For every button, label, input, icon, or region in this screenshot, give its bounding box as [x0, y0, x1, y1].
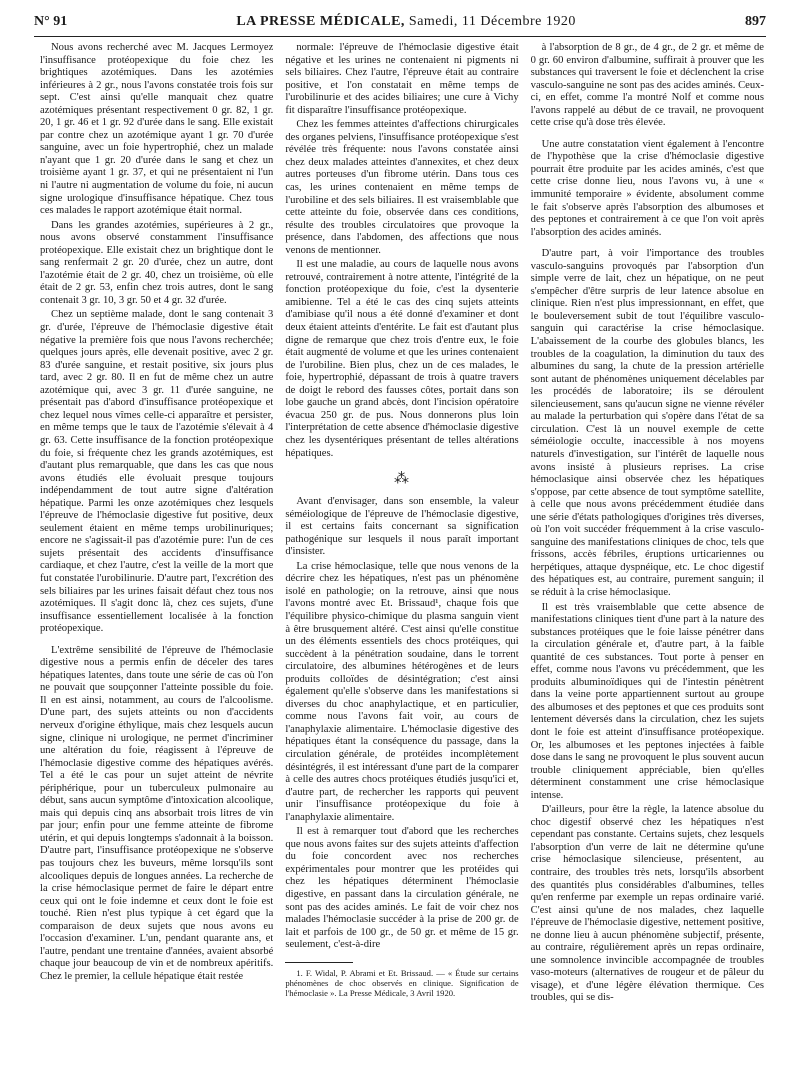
page-number: 897 [745, 14, 766, 29]
paragraph: Chez un septième malade, dont le sang contenait 3 gr. d'urée, l'épreuve de l'hémoclasie digestive était négative la première fois que nous l'avons recherchée; quelques jours après, elle devenait positive, avec 2 gr. 83 d'urée sanguine, et restait positive, six jours plus tard, avec 2 gr. 80. Il en fut de même chez un autre azotémique qui, avec 3 gr. 11 d'urée sanguine, ne présentait pas d'abord d'insuffisance protéopexique et chez lequel nous vîmes celle-ci apparaître et persister, en même temps que le taux de l'azotémie s'élevait à 4 gr. 63. Cette insuffisance de la fonction protéopexique du foie, si fréquente chez les grands azotémiques, est d'autant plus remarquable, que dans les cas que nous avons étudiés elle évoluait presque toujours indépendamment de tout autre signe d'altération hépatique. Parmi les onze azotémiques chez lesquels l'épreuve de l'hémoclasie digestive fut positive, deux seulement étaient en même temps urobilinuriques; encore ne s'agissait-il pas d'azotémie pure: l'un de ces sujets présentait des accidents d'insuffisance cardiaque, et chez l'autre, c'est la veille de la mort que fut constatée l'urobilinurie. D'autre part, l'excrétion des sels biliaires par les urines faisait défaut chez tous nos azotémiques. Il s'agit donc là, chez ces sujets, d'une insuffisance essentiellement localisée à la fonction protéopexique. [40, 309, 274, 635]
paragraph: Il est à remarquer tout d'abord que les recherches que nous avons faites sur des sujets atteints d'affection du foie concordent avec nos recherches expérimentales pour montrer que les protéides qui chez les hépatiques déterminent l'hémoclasie digestive, en passant dans la circulation générale, ne sont pas des acides aminés. Le fait de voir chez nos malades l'hémoclasie succéder à la prise de 200 gr. de lait et parfois de 100 gr., de 50 gr. et même de 15 gr. seulement, c'est-à-dire [285, 826, 519, 951]
paragraph: Il est une maladie, au cours de laquelle nous avons retrouvé, contrairement à notre attente, l'intégrité de la fonction protéopexique du foie, c'est la dysenterie amibienne. Tel a été le cas des cinq sujets atteints d'amibiase qu'il nous a été donné d'examiner et dont deux étaient atteints d'entérite. Le fait est d'autant plus digne de remarque que chez trois d'entre eux, le foie était augmenté de volume et que les urines contenaient de l'urobiline. Bien plus, chez un de ces malades, le foie, hypertrophié, dépassant de trois à quatre travers de doigt le rebord des fausses côtes, portait dans son lobe gauche un grand abcès, dont l'incision opératoire évacua 250 gr. de pus. Nous donnerons plus loin l'interprétation de cette absence d'hémoclasie digestive chez les dysentériques présentant de telles altérations hépatiques. [285, 259, 519, 459]
paragraph: D'ailleurs, pour être la règle, la latence absolue du choc digestif observé chez les hépatiques n'est cependant pas constante. Certains sujets, chez lesquels l'absorption d'un verre de lait ne détermine qu'une crise hémoclasique silencieuse, présentent, au contraire, des troubles très nets, lorsqu'ils absorbent des quantités plus considérables d'albumines, telles qu'en renferme par exemple un repas ordinaire varié. C'est ainsi qu'une de nos malades, chez laquelle l'épreuve de l'hémoclasie digestive, nettement positive, ne donne lieu à aucun phénomène subjectif, présente, au contraire, régulièrement après un repas ordinaire, une somnolence invincible accompagnée de troubles vaso-moteurs (alternatives de rougeur et de pâleur du visage), et d'une légère élévation thermique. Ces troubles, qui se dis- [530, 804, 764, 1004]
journal-title: LA PRESSE MÉDICALE, [236, 14, 405, 29]
paragraph: Dans les grandes azotémies, supérieures à 2 gr., nous avons observé constamment l'insuffisance protéopexique. Elle existait chez un brightique dont le sang renfermait 2 gr. 20 d'urée, chez un autre, dont l'azotémie était de 2 gr. 40, chez un troisième, où elle était de 2 gr. 53, enfin chez trois autres, dont le sang contenait 3 gr. 10, 3 gr. 50 et 4 gr. 32 d'urée. [40, 219, 274, 306]
column-2 [285, 42, 518, 1070]
paragraph: Avant d'envisager, dans son ensemble, la valeur séméiologique de l'épreuve de l'hémoclasie digestive, il est certains faits concernant sa signification pathogénique sur lesquels il nous paraît important d'insister. [285, 496, 519, 558]
paragraph: à l'absorption de 8 gr., de 4 gr., de 2 gr. et même de 0 gr. 60 environ d'albumine, suffirait à prouver que les substances qui traversent le foie et déclenchent la crise vasculo-sanguine ne sont pas des acides aminés. Ceux-ci, en effet, comme l'a montré Nolf et comme nous l'avons rappelé au début de ce travail, ne provoquent cette crise qu'à dose très élevée. [530, 42, 764, 129]
paragraph: Une autre constatation vient également à l'encontre de l'hypothèse que la crise d'hémoclasie digestive pourrait être produite par les acides aminés, c'est que cette crise donne lieu, nous l'avons vu, à une « immunité temporaire » évidente, absolument comme le fait s'observe après l'absorption des albumoses et des peptones et contrairement à ce que l'on voit après l'absorption des acides aminés. [530, 138, 764, 238]
paragraph: L'extrême sensibilité de l'épreuve de l'hémoclasie digestive nous a permis enfin de déceler des tares hépatiques latentes, dans toute une série de cas où l'on ne pouvait que soupçonner l'atteinte possible du foie. Il en est ainsi, notamment, au cours de l'alcoolisme. D'une part, des sujets atteints ou non d'accidents nerveux d'origine éthylique, mais chez lesquels aucun signe, clinique ni urologique, ne permet d'incriminer une altération du foie, réagissent à l'épreuve de l'hémoclasie digestive comme des hépatiques avérés. Tel a été le cas pour un sujet atteint de névrite périphérique, pour un tuberculeux pulmonaire au début, sans aucun symptôme d'intoxication alcoolique, mais qui depuis cinq ans absorbait trois litres de vin par jour; enfin pour une femme atteinte de fibrome utérin, et qui depuis longtemps s'adonnait à la boisson. D'autre part, l'insuffisance protéopexique ne s'observe pas toujours chez les buveurs, même lorsqu'ils sont alcooliques depuis de longues années. La recherche de la crise hémoclasique permet de faire le départ entre ceux qui ont le foie indemne et ceux dont le foie est touché. Rien n'est plus typique à cet égard que la comparaison de deux sujets que nous avons eu l'occasion d'examiner. L'un, pendant quarante ans, et l'autre, pendant une trentaine d'années, avaient absorbé chaque jour beaucoup de vin et de nombreux apéritifs. Chez le premier, la cellule hépatique était restée [40, 644, 274, 982]
paragraph: Il est très vraisemblable que cette absence de manifestations cliniques tient d'une part à la nature des substances protéiques que le foie laisse pénétrer dans la circulation générale et, d'autre part, à la faible quantité de ces substances. Tout porte à penser en effet, comme nous l'avons vu précédemment, que les produits albuminoïdiques qui de l'intestin pénètrent dans la veine porte appartiennent surtout au groupe des albumoses et des peptones et que ces produits sont lentement déversés dans la circulation, chez les sujets dont le foie est atteint d'insuffisance protéopexique. Or, les albumoses et les peptones injectées à faible dose dans le sang ne provoquent le plus souvent aucun trouble cliniquement appréciable, bien qu'elles déterminent constamment une crise hémoclasique intense. [530, 601, 764, 801]
issue-number: N° 91 [34, 14, 68, 29]
column-3 [531, 42, 764, 1070]
paragraph: Chez les femmes atteintes d'affections chirurgicales des organes pelviens, l'insuffisance protéopexique s'est révélée très fréquente: nous l'avons constatée ainsi chez deux malades atteintes d'annexites, et chez deux autres porteuses d'un fibrome utérin. Dans tous ces cas, les urines contenaient en même temps de l'urobiline et des sels biliaires. Il est vraisemblable que cette atteinte du foie, observée dans ces conditions, résulte des troubles circulatoires que provoque la présence, dans l'abdomen, des affections que nous venons de mentionner. [285, 119, 519, 256]
masthead [236, 14, 576, 30]
footnote: 1. F. Widal, P. Abrami et Et. Brissaud. — « Étude sur certains phénomènes de choc observés en clinique. Signification de l'hémoclasie ». La Presse Médicale, 3 Avril 1920. [285, 967, 519, 999]
page-header [34, 10, 766, 34]
paragraph: Nous avons recherché avec M. Jacques Lermoyez l'insuffisance protéopexique du foie chez les brightiques azotémiques. Dans les azotémies inférieures à 2 gr., nous l'avons constatée trois fois sur sept. C'est ainsi qu'elle manquait chez quatre azotémiques présentant respectivement 0 gr. 82, 1 gr. 20, 1 gr. 46 et 1 gr. 92 d'urée dans le sang. Elle existait par contre chez un azotémique ayant 1 gr. 70 d'urée sanguine, avec un foie hypertrophié, chez un malade n'ayant que 1 gr. 20 d'urée dans le sang et chez un troisième ayant 1 gr. 37, et qui ne présentaient ni l'un ni l'autre ni augmentation de volume du foie, ni aucun signe urologique d'insuffisance hépatique. Chez tous ces malades le rapport azotémique était normal. [40, 42, 274, 217]
issue-date: Samedi, 11 Décembre 1920 [408, 14, 576, 29]
article-body [40, 42, 764, 1070]
footnote-separator [285, 962, 353, 963]
section-asterism: ⁂ [393, 471, 410, 488]
paragraph: La crise hémoclasique, telle que nous venons de la décrire chez les hépatiques, n'est pas un phénomène isolé en pathologie; on la retrouve, ainsi que nous l'avons montré avec Et. Brissaud¹, chaque fois que l'équilibre physico-chimique du plasma sanguin vient à être brusquement altéré. C'est ainsi qu'elle constitue un des éléments essentiels des chocs protéiques, qui succèdent à la pénétration soudaine, dans le torrent circulatoire, des albumines hétérogènes et de leurs produits colloïdes de désintégration; c'est ainsi également qu'elle s'observe dans les manifestations si diverses du choc anaphylactique, et en particulier, comme nous l'avons fait voir, au cours de l'anaphylaxie alimentaire. L'hémoclasie digestive des hépatiques étant la conséquence du passage, dans la circulation générale, de protéides incomplètement désintégrés, il est intéressant d'une part de la comparer à celle des autres chocs protéiques étudiés jusqu'ici et, d'autre part, de rechercher les rapports qui peuvent unir l'insuffisance protéopexique du foie à l'anaphylaxie alimentaire. [285, 560, 519, 823]
column-1 [40, 42, 273, 1070]
paragraph: normale: l'épreuve de l'hémoclasie digestive était négative et les urines ne contenaient ni pigments ni sels biliaires. Chez l'autre, l'épreuve était au contraire positive, et l'on constatait en même temps de l'urobilinurie et des acides biliaires; une cure à Vichy fit disparaître l'insuffisance protéopexique. [285, 42, 519, 116]
paragraph: D'autre part, à voir l'importance des troubles vasculo-sanguins provoqués par l'absorption d'un simple verre de lait, chez un hépatique, on ne peut s'empêcher d'être surpris de leur latence absolue en clinique. Rien n'est plus impressionnant, en effet, que le bouleversement subit de tout l'équilibre vasculo-sanguin qui caractérise la crise hémoclasique. L'abaissement de la courbe des globules blancs, les troubles de la coagulation, la diminution du taux des albumines du sang, la chute de la pression artérielle sont autant de phénomènes uniquement décelables par les procédés de laboratoire; ils se déroulent silencieusement, sans qu'aucun signe ne vienne révéler au malade la perturbation qui s'opère dans l'état de sa circulation. C'est là un nouvel exemple de cette séméiologie occulte, inaccessible à nos moyens naturels d'investigation, sur l'intérêt de laquelle nous avons insisté à plusieurs reprises. La crise hémoclasique ainsi observée chez les hépatiques s'oppose, par cette absence de tout symptôme satellite, à celle que nous avons précédemment étudiée dans une série d'états pathologiques d'origines très diverses, où l'on voit succéder fréquemment à la crise vasculo-sanguine des manifestations cliniques de choc, tels que frissons, accès fébriles, éruptions urticariennes ou herpétiques, attaque dyspnéique, etc. Le choc digestif des hépatiques est, au contraire, purement sanguin; il se réduit à la crise hémoclasique. [530, 248, 764, 598]
header-rule [34, 36, 766, 37]
